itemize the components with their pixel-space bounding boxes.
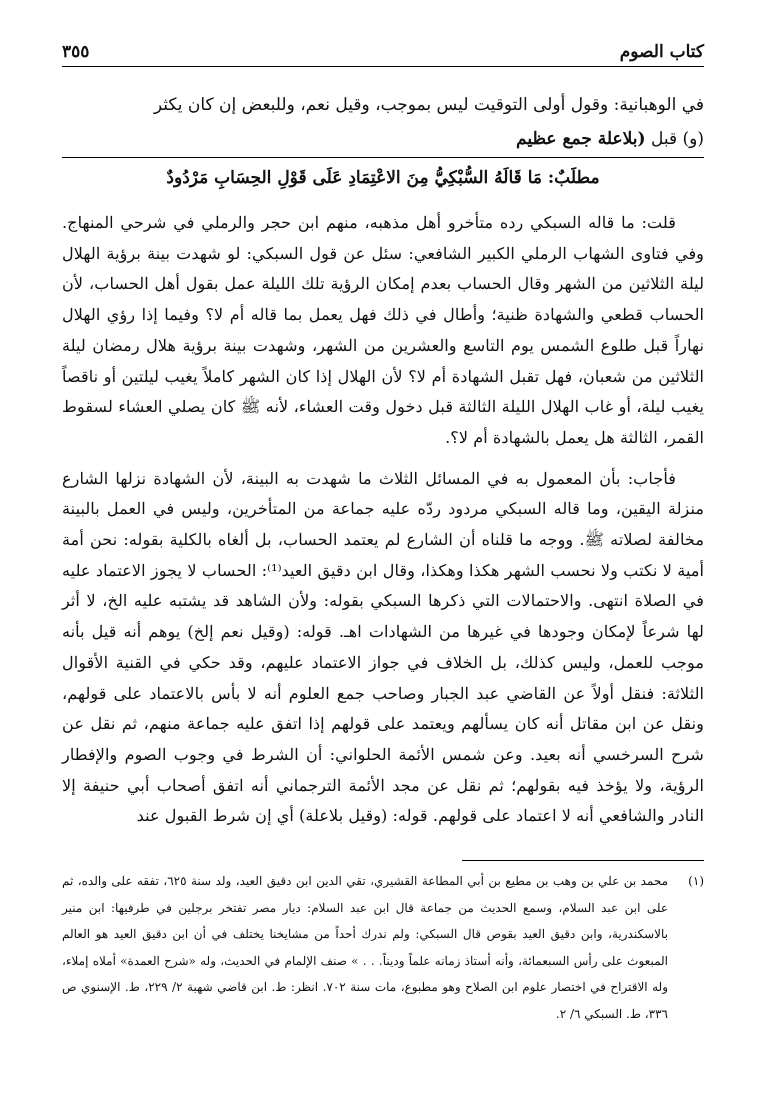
running-header (62, 40, 704, 67)
matn-line-2 (62, 122, 704, 156)
matn-line-2-prefix: (و) قبل (645, 129, 704, 149)
matn-line-2-bold: (بلاعلة جمع عظيم (516, 129, 646, 149)
chapter-title: كتاب الصوم (619, 42, 704, 62)
commentary-paragraph-1: قلت: ما قاله السبكي رده متأخرو أهل مذهبه، منهم ابن حجر والرملي في شرحي المنهاج. وفي فتاوى الشهاب الرملي الكبير الشافعي: سئل عن قول السبكي: لو شهدت بينة برؤية الهلال ليلة الثلاثين من الشهر وقال الحساب بعدم إمكان الرؤية تلك الليلة عمل بقول أهل الحساب، لأن الحساب قطعي والشهادة ظنية؛ وأطال في ذلك فهل يعمل بما قاله أم لا؟ وفيما إذا رؤي الهلال نهاراً قبل طلوع الشمس يوم التاسع والعشرين من الشهر، وشهدت بينة برؤية هلال رمضان ليلة الثلاثين من شعبان، فهل تقبل الشهادة أم لا؟ لأن الهلال إذا كان الشهر كاملاً يغيب ليلتين أو ناقصاً يغيب ليلة، أو غاب الهلال الليلة الثالثة قبل دخول وقت العشاء، لأنه ﷺ كان يصلي العشاء لسقوط القمر، الثالثة هل يعمل بالشهادة أم لا؟. (62, 213, 704, 447)
commentary-paragraph-2: فأجاب: بأن المعمول به في المسائل الثلاث ما شهدت به البينة، لأن الشهادة نزلها الشارع منزلة اليقين، وما قاله السبكي مردود ردّه عليه جماعة من المتأخرين، وليس في العمل بالبينة مخالفة لصلاته ﷺ. ووجه ما قلناه أن الشارع لم يعتمد الحساب، بل ألغاه بالكلية بقوله: نحن أمة أمية لا نكتب ولا نحسب الشهر هكذا وهكذا، وقال ابن دقيق العيد⁽¹⁾: الحساب لا يجوز الاعتماد عليه في الصلاة انتهى. والاحتمالات التي ذكرها السبكي بقوله: ولأن الشاهد قد يشتبه عليه الخ، لا أثر لها شرعاً لإمكان وجودها في غيرها من الشهادات اهـ. قوله: (وقيل نعم إلخ) يوهم أنه قيل بأنه موجب للعمل، وليس كذلك، بل الخلاف في جواز الاعتماد عليهم، وقد حكي في القنية الأقوال الثلاثة: فنقل أولاً عن القاضي عبد الجبار وصاحب جمع العلوم أنه لا بأس بالاعتماد على قولهم، ونقل عن ابن مقاتل أنه كان يسألهم ويعتمد على قولهم إذا اتفق عليه جماعة منهم، ثم نقل عن شرح السرخسي أنه بعيد. وعن شمس الأئمة الحلواني: أن الشرط في وجوب الصوم والإفطار الرؤية، ولا يؤخذ فيه بقولهم؛ ثم نقل عن مجد الأئمة الترجماني أنه اتفق أصحاب أبي حنيفة إلا النادر والشافعي أنه لا اعتماد على قولهم. قوله: (وقيل بلاعلة) أي إن شرط القبول عند (62, 468, 704, 826)
section-heading: مطلَبٌ: مَا قَالَهُ السُّبْكِيُّ مِنَ الاعْتِمَادِ عَلَى قَوْلِ الحِسَابِ مَرْدُودٌ (166, 168, 600, 188)
footnote-divider (462, 860, 704, 861)
footnote-text: محمد بن علي بن وهب بن مطيع بن أبي المطاعة القشيري، تقي الدين ابن دقيق العيد، ولد سنة ٦٢٥، تفقه على والده، ثم على ابن عبد السلام، وسمع الحديث من جماعة قال ابن عبد السلام: ديار مصر تفتخر برجلين في طرفيها: ابن منير بالاسكندرية، وابن دقيق العيد بقوص قال السبكي: ولم ندرك أحداً من مشايخنا يختلف في أن ابن دقيق العيد هو العالم المبعوث على رأس السبعمائة، وأنه أستاذ زمانه علماً وديناً. . . » صنف الإلمام في الحديث، وله «شرح العمدة» أملاه إملاء، وله الاقتراح في اختصار علوم ابن الصلاح وهو مطبوع، مات سنة ٧٠٢. انظر: ط. ابن قاضي شهبة ٢/ ٢٢٩، ط. الإسنوي ص ٣٣٦، ط. السبكي ٦/ ٢. (62, 874, 669, 1021)
footnote-label: (١) (688, 874, 704, 888)
page-number: ٣٥٥ (62, 42, 90, 62)
matn-line-1: في الوهبانية: وقول أولى التوقيت ليس بموجب، وقيل نعم، وللبعض إن كان يكثر (153, 95, 704, 115)
commentary-text (62, 208, 704, 832)
matn-divider (62, 157, 704, 158)
footnote (62, 868, 704, 1027)
matn-text (62, 88, 704, 156)
